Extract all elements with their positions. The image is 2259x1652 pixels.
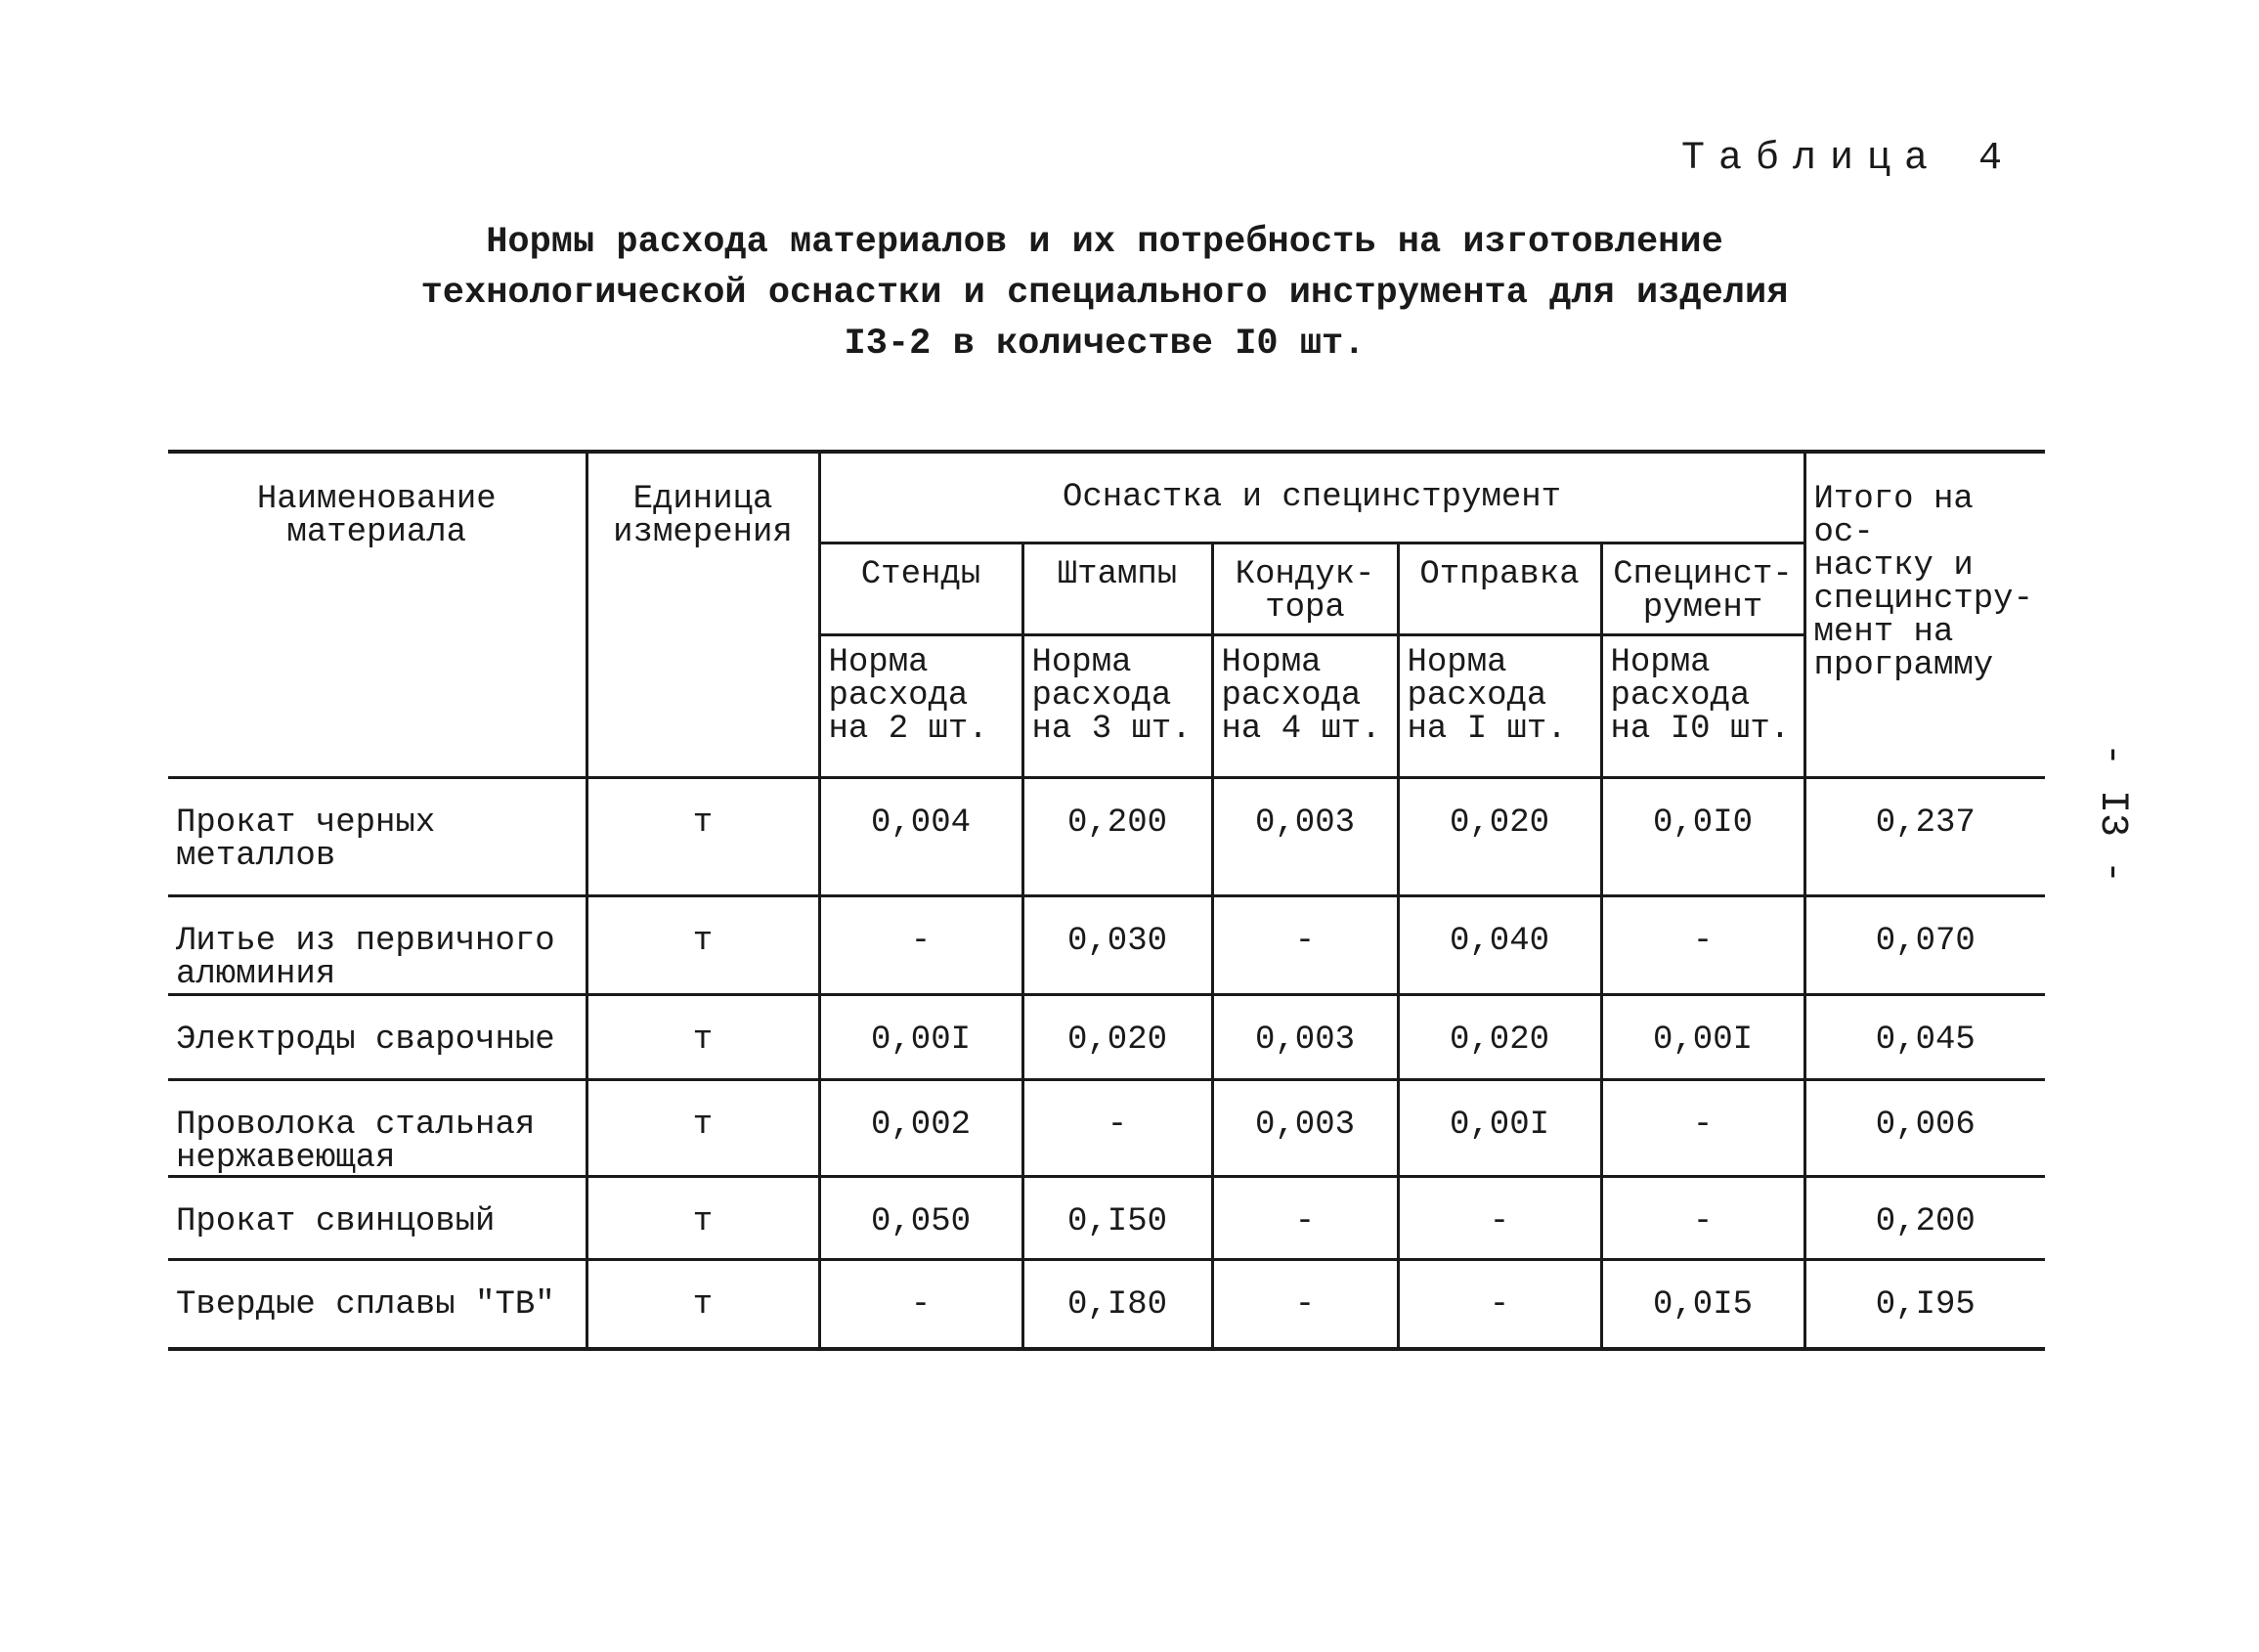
header-material-name: Наименование материала bbox=[168, 452, 586, 778]
header-norm-stamps: Норма расхода на 3 шт. bbox=[1022, 634, 1212, 777]
row-value-jigs: - bbox=[1212, 1260, 1398, 1350]
row-total: 0,006 bbox=[1804, 1080, 2045, 1177]
row-value-stamps: 0,I50 bbox=[1022, 1177, 1212, 1260]
row-material-name: Твердые сплавы "ТВ" bbox=[168, 1260, 586, 1350]
row-unit: т bbox=[586, 778, 819, 896]
row-value-jigs: 0,003 bbox=[1212, 1080, 1398, 1177]
row-value-special-tools: 0,0I0 bbox=[1601, 778, 1804, 896]
row-total: 0,045 bbox=[1804, 995, 2045, 1080]
row-unit: т bbox=[586, 1177, 819, 1260]
header-col-jigs: Кондук- тора bbox=[1212, 543, 1398, 634]
row-value-special-tools: - bbox=[1601, 1177, 1804, 1260]
row-value-jigs: - bbox=[1212, 1177, 1398, 1260]
row-value-special-tools: 0,00I bbox=[1601, 995, 1804, 1080]
caption-line-3: I3-2 в количестве I0 шт. bbox=[844, 324, 1366, 365]
table-caption bbox=[323, 217, 1887, 370]
table-label: Таблица 4 bbox=[1681, 137, 2017, 181]
header-norm-jigs: Норма расхода на 4 шт. bbox=[1212, 634, 1398, 777]
header-col-stands: Стенды bbox=[819, 543, 1022, 634]
table-row bbox=[168, 1080, 2045, 1177]
row-value-shipping: 0,00I bbox=[1398, 1080, 1601, 1177]
row-value-stands: 0,00I bbox=[819, 995, 1022, 1080]
header-col-stamps: Штампы bbox=[1022, 543, 1212, 634]
row-total: 0,237 bbox=[1804, 778, 2045, 896]
row-total: 0,200 bbox=[1804, 1177, 2045, 1260]
row-unit: т bbox=[586, 1260, 819, 1350]
header-col-special-tools: Специнст- румент bbox=[1601, 543, 1804, 634]
row-value-stands: 0,002 bbox=[819, 1080, 1022, 1177]
caption-line-2: технологической оснастки и специального инструмента для изделия bbox=[420, 273, 1789, 314]
row-value-shipping: 0,020 bbox=[1398, 778, 1601, 896]
header-unit: Единица измерения bbox=[586, 452, 819, 778]
row-value-special-tools: 0,0I5 bbox=[1601, 1260, 1804, 1350]
row-unit: т bbox=[586, 1080, 819, 1177]
row-value-stands: 0,050 bbox=[819, 1177, 1022, 1260]
row-value-special-tools: - bbox=[1601, 1080, 1804, 1177]
row-value-shipping: - bbox=[1398, 1177, 1601, 1260]
row-material-name: Литье из первичного алюминия bbox=[168, 896, 586, 995]
header-group: Оснастка и специнструмент bbox=[819, 452, 1804, 543]
header-norm-stands: Норма расхода на 2 шт. bbox=[819, 634, 1022, 777]
row-total: 0,I95 bbox=[1804, 1260, 2045, 1350]
header-norm-shipping: Норма расхода на I шт. bbox=[1398, 634, 1601, 777]
row-value-jigs: 0,003 bbox=[1212, 778, 1398, 896]
row-value-stands: - bbox=[819, 896, 1022, 995]
header-norm-special-tools: Норма расхода на I0 шт. bbox=[1601, 634, 1804, 777]
row-value-shipping: 0,040 bbox=[1398, 896, 1601, 995]
table-row bbox=[168, 1177, 2045, 1260]
table-row bbox=[168, 1260, 2045, 1350]
row-value-stamps: - bbox=[1022, 1080, 1212, 1177]
row-value-shipping: 0,020 bbox=[1398, 995, 1601, 1080]
table-row bbox=[168, 896, 2045, 995]
row-value-stamps: 0,200 bbox=[1022, 778, 1212, 896]
row-value-stamps: 0,I80 bbox=[1022, 1260, 1212, 1350]
row-value-jigs: - bbox=[1212, 896, 1398, 995]
row-unit: т bbox=[586, 896, 819, 995]
header-col-shipping: Отправка bbox=[1398, 543, 1601, 634]
row-unit: т bbox=[586, 995, 819, 1080]
row-value-stands: 0,004 bbox=[819, 778, 1022, 896]
row-value-stamps: 0,020 bbox=[1022, 995, 1212, 1080]
row-value-special-tools: - bbox=[1601, 896, 1804, 995]
caption-line-1: Нормы расхода материалов и их потребность на изготовление bbox=[486, 222, 1723, 263]
page-number: - I3 - bbox=[2090, 743, 2134, 885]
row-value-stands: - bbox=[819, 1260, 1022, 1350]
table-row bbox=[168, 778, 2045, 896]
row-material-name: Электроды сварочные bbox=[168, 995, 586, 1080]
materials-table bbox=[168, 450, 2045, 1351]
row-material-name: Прокат свинцовый bbox=[168, 1177, 586, 1260]
header-total: Итого на ос- настку и специнстру- мент на программу bbox=[1804, 452, 2045, 778]
row-value-stamps: 0,030 bbox=[1022, 896, 1212, 995]
row-material-name: Проволока стальная нержавеющая bbox=[168, 1080, 586, 1177]
row-value-shipping: - bbox=[1398, 1260, 1601, 1350]
row-total: 0,070 bbox=[1804, 896, 2045, 995]
table-row bbox=[168, 995, 2045, 1080]
row-value-jigs: 0,003 bbox=[1212, 995, 1398, 1080]
row-material-name: Прокат черных металлов bbox=[168, 778, 586, 896]
